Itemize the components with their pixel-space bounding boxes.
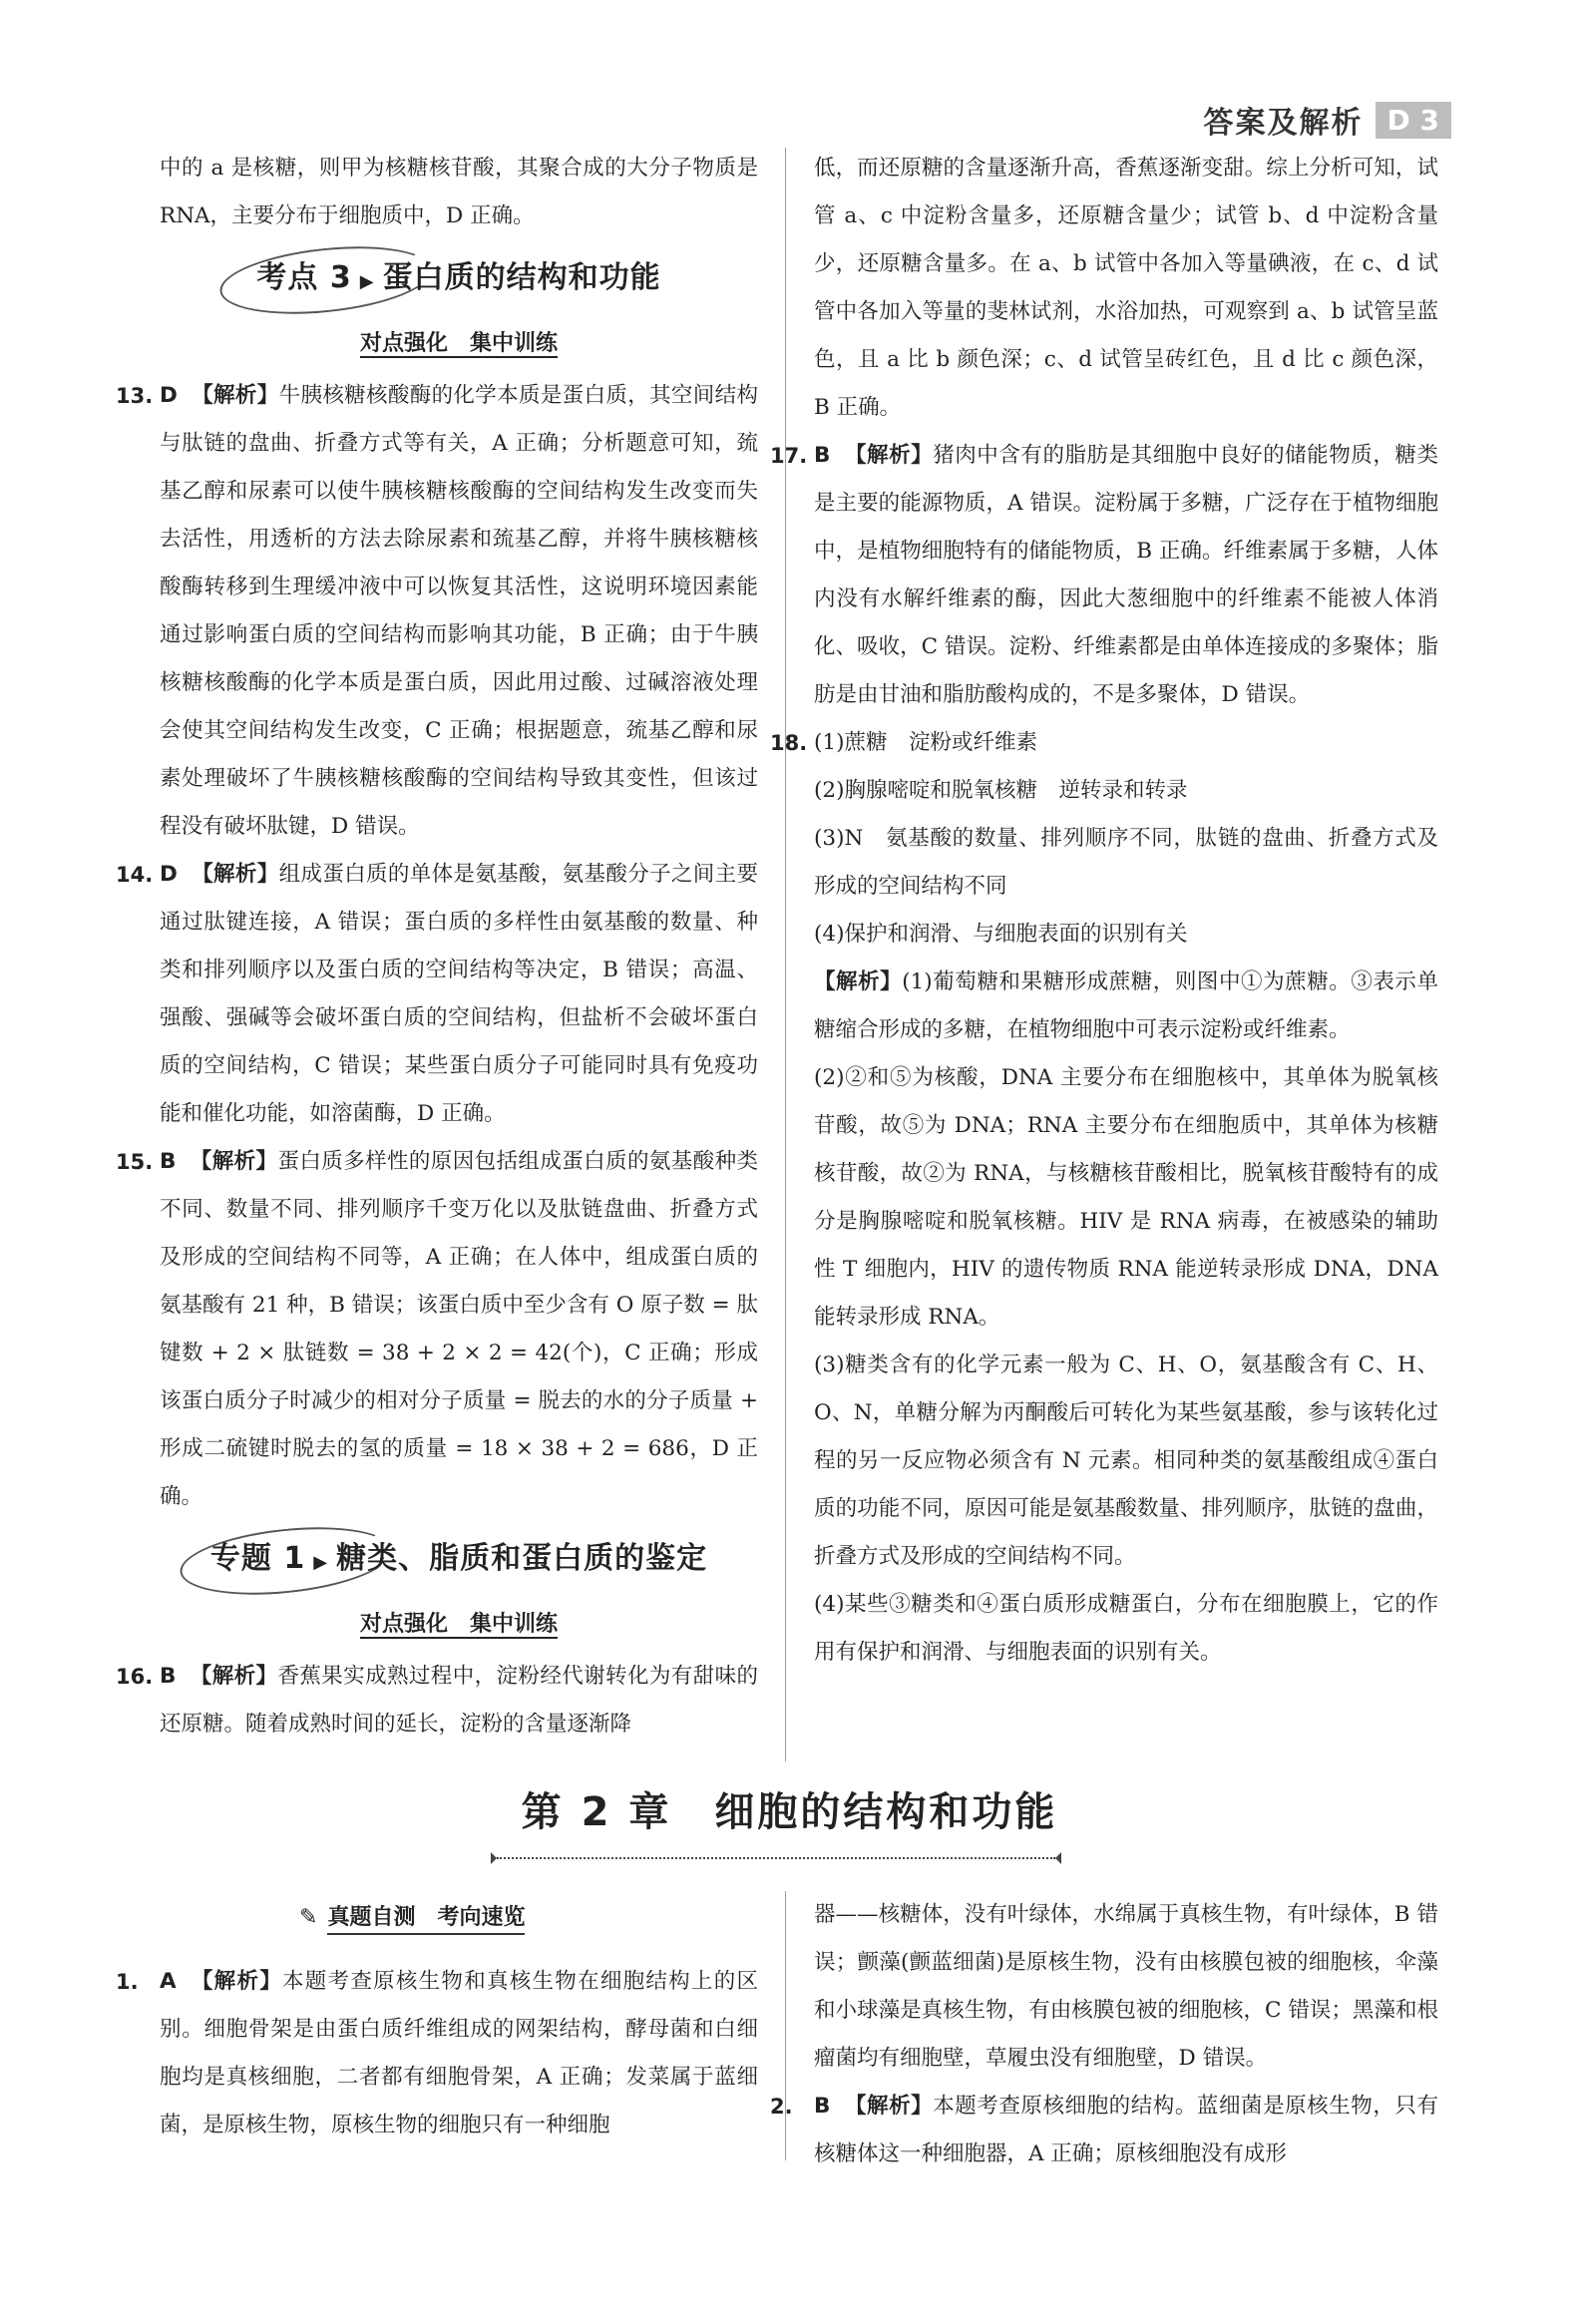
question-number: 14.	[116, 863, 154, 887]
analysis-tag: 【解析】	[190, 1969, 283, 1994]
answer-part-3: (3)N 氨基酸的数量、排列顺序不同，肽链的盘曲、折叠方式及形成的空间结构不同	[814, 826, 1438, 899]
analysis-text: 蛋白质多样性的原因包括组成蛋白质的氨基酸种类不同、数量不同、排列顺序千变万化以及肽链盘曲、折叠方式及形成的空间结构不同等，A 正确；在人体中，组成蛋白质的氨基酸有 21 种，B 错误；该蛋白质中至少含有 O 原子数 = 肽键数 + 2 × 肽链数 = 38 + 2 × 2 = 42(个)，C 正确；形成该蛋白质分子时减少的相对分子质量 = 脱去的水的分子质量 + 形成二硫键时脱去的氢的质量 = 18 × 38 + 2 = 686，D 正确。	[160, 1149, 758, 1509]
analysis-text: 牛胰核糖核酸酶的化学本质是蛋白质，其空间结构与肽链的盘曲、折叠方式等有关，A 正确；分析题意可知，巯基乙醇和尿素可以使牛胰核糖核酸酶的空间结构发生改变而失去活性，用透析的方法去除尿素和巯基乙醇，并将牛胰核糖核酸酶转移到生理缓冲液中可以恢复其活性，这说明环境因素能通过影响蛋白质的空间结构而影响其功能，B 正确；由于牛胰核糖核酸酶的化学本质是蛋白质，因此用过酸、过碱溶液处理会使其空间结构发生改变，C 正确；根据题意，巯基乙醇和尿素处理破坏了牛胰核糖核酸酶的空间结构导致其变性，但该过程没有破坏肽键，D 错误。	[160, 383, 758, 839]
question-number: 2.	[770, 2095, 793, 2119]
answer-letter: B	[814, 443, 831, 468]
question-16	[116, 1653, 758, 1748]
question-1	[116, 1958, 758, 2149]
analysis-tag: 【解析】	[191, 383, 279, 408]
topic-subtitle: 对点强化 集中训练	[359, 1612, 558, 1637]
question-1-continued: 器——核糖体，没有叶绿体，水绵属于真核生物，有叶绿体，B 错误；颤藻(颤蓝细菌)是原核生物，没有由核膜包被的细胞核，伞藻和小球藻是真核生物，有由核膜包被的细胞核，C 错误；黑藻和根瘤菌均有细胞壁，草履虫没有细胞壁，D 错误。	[814, 1902, 1438, 2071]
answer-part-2: (2)胸腺嘧啶和脱氧核糖 逆转录和转录	[814, 778, 1188, 803]
question-17	[770, 432, 1438, 719]
page-header	[1204, 98, 1451, 142]
analysis-tag: 【解析】	[190, 1664, 278, 1689]
explanation-part-4: (4)某些③糖类和④蛋白质形成糖蛋白，分布在细胞膜上，它的作用有保护和润滑、与细胞表面的识别有关。	[814, 1592, 1438, 1665]
pen-icon: ✎	[299, 1905, 318, 1930]
right-column	[770, 145, 1438, 1677]
question-16-continued: 低，而还原糖的含量逐渐升高，香蕉逐渐变甜。综上分析可知，试管 a、c 中淀粉含量多，还原糖含量少；试管 b、d 中淀粉含量少，还原糖含量多。在 a、b 试管中各加入等量碘液，在 c、d 试管中各加入等量的斐林试剂，水浴加热，可观察到 a、b 试管呈蓝色，且 a 比 b 颜色深；c、d 试管呈砖红色，且 d 比 c 颜色深，B 正确。	[814, 156, 1438, 420]
answer-part-4: (4)保护和润滑、与细胞表面的识别有关	[814, 922, 1188, 947]
analysis-tag: 【解析】	[191, 862, 279, 887]
bottom-left-column	[116, 1958, 758, 2149]
chapter-title: 第 2 章 细胞的结构和功能	[521, 1789, 1058, 1835]
explanation-part-3: (3)糖类含有的化学元素一般为 C、H、O，氨基酸含有 C、H、O、N，单糖分解为丙酮酸后可转化为某些氨基酸，参与该转化过程的另一反应物必须含有 N 元素。相同种类的氨基酸组成④蛋白质的功能不同，原因可能是氨基酸数量、排列顺序，肽链的盘曲，折叠方式及形成的空间结构不同。	[814, 1353, 1438, 1569]
question-number: 18.	[770, 731, 808, 755]
section-label: 考点 3	[256, 260, 352, 295]
answer-letter: B	[814, 2094, 831, 2119]
answer-letter: D	[160, 862, 178, 887]
chapter-divider	[497, 1857, 1055, 1859]
intro-paragraph: 中的 a 是核糖，则甲为核糖核苷酸，其聚合成的大分子物质是 RNA，主要分布于细胞质中，D 正确。	[160, 156, 758, 228]
analysis-text: 香蕉果实成熟过程中，淀粉经代谢转化为有甜味的还原糖。随着成熟时间的延长，淀粉的含量逐渐降	[160, 1664, 758, 1737]
question-2	[770, 2083, 1438, 2178]
question-number: 15.	[116, 1150, 154, 1174]
answer-letter: A	[160, 1969, 177, 1994]
triangle-icon: ▶	[359, 271, 375, 292]
question-number: 16.	[116, 1665, 154, 1689]
analysis-tag: 【解析】	[814, 969, 903, 994]
explanation-part-1: (1)葡萄糖和果糖形成蔗糖，则图中①为蔗糖。③表示单糖缩合形成的多糖，在植物细胞中可表示淀粉或纤维素。	[814, 969, 1438, 1042]
topic-heading-1	[160, 1521, 758, 1601]
topic-label: 专题 1	[209, 1541, 306, 1576]
question-number: 1.	[116, 1970, 139, 1994]
question-14	[116, 851, 758, 1138]
analysis-tag: 【解析】	[190, 1149, 278, 1174]
question-13	[116, 372, 758, 851]
answer-letter: D	[160, 383, 178, 408]
page-badge: D 3	[1376, 102, 1451, 139]
test-subtitle: 真题自测 考向速览	[327, 1900, 525, 1935]
analysis-text: 本题考查原核细胞的结构。蓝细菌是原核生物，只有核糖体这一种细胞器，A 正确；原核细胞没有成形	[814, 2094, 1438, 2166]
test-subheading	[299, 1900, 525, 1935]
left-column	[116, 145, 758, 1748]
question-18	[770, 719, 1438, 1677]
question-number: 13.	[116, 384, 154, 408]
section-heading-3	[160, 240, 758, 320]
analysis-tag: 【解析】	[844, 2094, 934, 2119]
answer-letter: B	[160, 1664, 177, 1689]
chapter-heading	[0, 1780, 1579, 1837]
topic-title: 糖类、脂质和蛋白质的鉴定	[336, 1541, 708, 1576]
header-title: 答案及解析	[1203, 106, 1364, 141]
question-15	[116, 1138, 758, 1521]
bottom-right-column	[770, 1891, 1438, 2178]
question-number: 17.	[770, 444, 808, 468]
triangle-icon: ▶	[313, 1552, 329, 1573]
answer-part-1: (1)蔗糖 淀粉或纤维素	[814, 730, 1037, 755]
analysis-text: 本题考查原核生物和真核生物在细胞结构上的区别。细胞骨架是由蛋白质纤维组成的网架结构，酵母菌和白细胞均是真核细胞，二者都有细胞骨架，A 正确；发菜属于蓝细菌，是原核生物，原核生物的细胞只有一种细胞	[160, 1969, 758, 2137]
section-subtitle: 对点强化 集中训练	[359, 331, 558, 356]
analysis-text: 猪肉中含有的脂肪是其细胞中良好的储能物质，糖类是主要的能源物质，A 错误。淀粉属于多糖，广泛存在于植物细胞中，是植物细胞特有的储能物质，B 正确。纤维素属于多糖，人体内没有水解纤维素的酶，因此大葱细胞中的纤维素不能被人体消化、吸收，C 错误。淀粉、纤维素都是由单体连接成的多聚体；脂肪是由甘油和脂肪酸构成的，不是多聚体，D 错误。	[814, 443, 1438, 707]
answer-letter: B	[160, 1149, 177, 1174]
analysis-tag: 【解析】	[844, 443, 934, 468]
section-title: 蛋白质的结构和功能	[382, 260, 661, 295]
explanation-part-2: (2)②和⑤为核酸，DNA 主要分布在细胞核中，其单体为脱氧核苷酸，故⑤为 DNA；RNA 主要分布在细胞质中，其单体为核糖核苷酸，故②为 RNA，与核糖核苷酸相比，脱氧核苷酸特有的成分是胸腺嘧啶和脱氧核糖。HIV 是 RNA 病毒，在被感染的辅助性 T 细胞内，HIV 的遗传物质 RNA 能逆转录形成 DNA，DNA 能转录形成 RNA。	[814, 1065, 1438, 1330]
analysis-text: 组成蛋白质的单体是氨基酸，氨基酸分子之间主要通过肽键连接，A 错误；蛋白质的多样性由氨基酸的数量、种类和排列顺序以及蛋白质的空间结构等决定，B 错误；高温、强酸、强碱等会破坏蛋白质的空间结构，但盐析不会破坏蛋白质的空间结构，C 错误；某些蛋白质分子可能同时具有免疫功能和催化功能，如溶菌酶，D 正确。	[160, 862, 758, 1126]
column-divider	[785, 148, 786, 1761]
